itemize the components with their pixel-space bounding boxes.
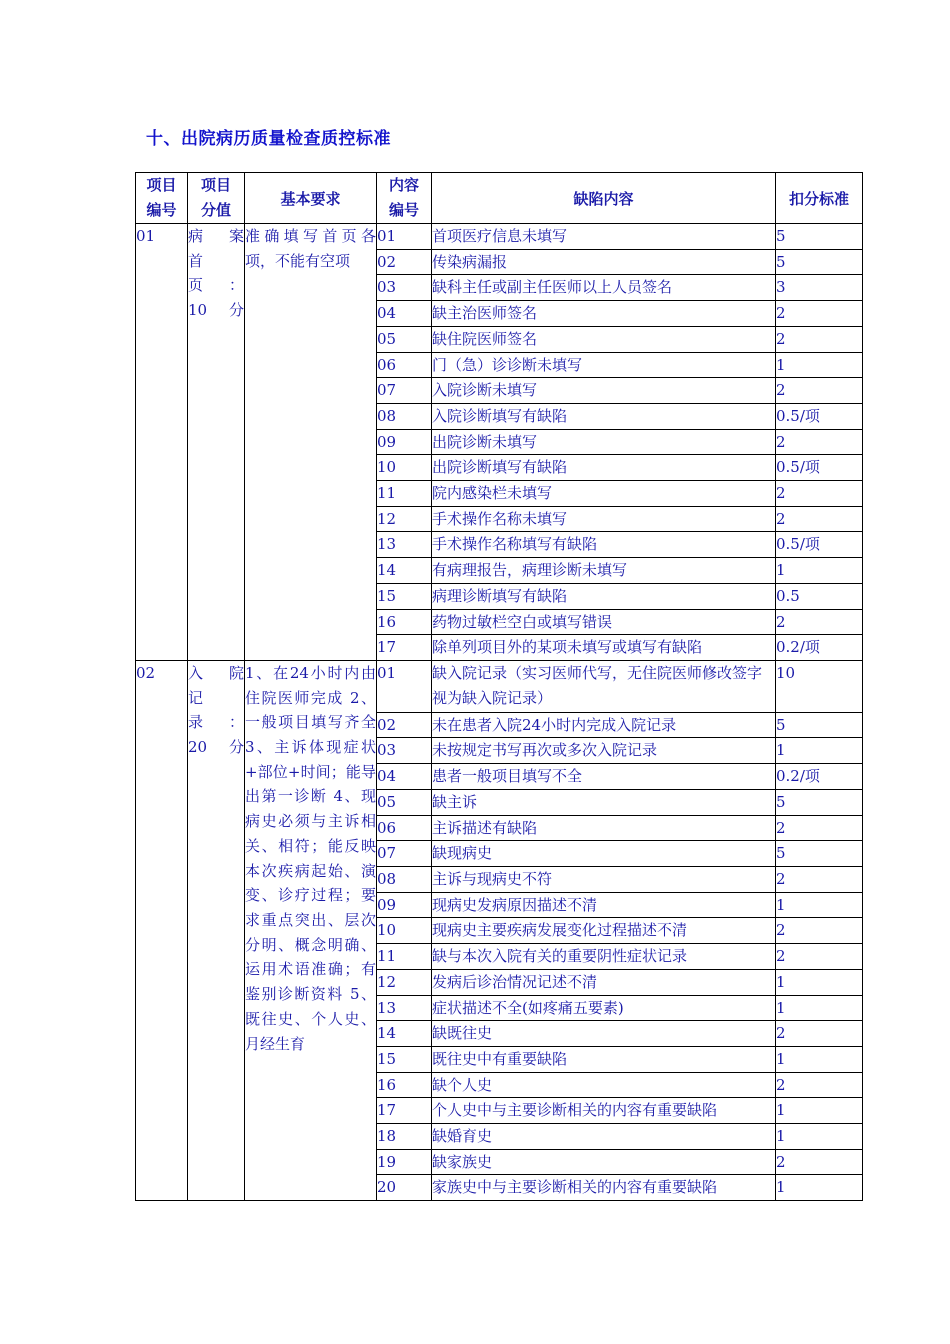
defect-description: 缺主诉 bbox=[432, 789, 776, 815]
defect-description: 出院诊断未填写 bbox=[432, 429, 776, 455]
content-no: 14 bbox=[377, 558, 432, 584]
defect-description: 既往史中有重要缺陷 bbox=[432, 1046, 776, 1072]
section-score-line: 病案 bbox=[188, 227, 244, 245]
defect-description: 除单列项目外的某项未填写或填写有缺陷 bbox=[432, 635, 776, 661]
defect-description: 传染病漏报 bbox=[432, 249, 776, 275]
defect-description: 缺主治医师签名 bbox=[432, 301, 776, 327]
deduction-value: 0.5 bbox=[776, 583, 863, 609]
deduction-value: 10 bbox=[776, 660, 863, 712]
deduction-value: 2 bbox=[776, 506, 863, 532]
defect-description: 现病史发病原因描述不清 bbox=[432, 892, 776, 918]
deduction-value: 2 bbox=[776, 918, 863, 944]
defect-description: 出院诊断填写有缺陷 bbox=[432, 455, 776, 481]
content-no: 03 bbox=[377, 738, 432, 764]
defect-description: 入院诊断未填写 bbox=[432, 378, 776, 404]
header-content-no: 内容 编号 bbox=[377, 173, 432, 224]
table-body bbox=[136, 224, 863, 1201]
content-no: 03 bbox=[377, 275, 432, 301]
defect-description: 缺入院记录（实习医师代写，无住院医师修改签字视为缺入院记录） bbox=[432, 660, 776, 712]
content-no: 17 bbox=[377, 1098, 432, 1124]
defect-description: 有病理报告，病理诊断未填写 bbox=[432, 558, 776, 584]
deduction-value: 3 bbox=[776, 275, 863, 301]
deduction-value: 0.5/项 bbox=[776, 403, 863, 429]
page-title: 十、出院病历质量检查质控标准 bbox=[146, 129, 391, 149]
quality-standard-table bbox=[135, 172, 863, 1201]
content-no: 01 bbox=[377, 660, 432, 712]
content-no: 01 bbox=[377, 224, 432, 250]
defect-description: 缺既往史 bbox=[432, 1021, 776, 1047]
defect-description: 缺家族史 bbox=[432, 1149, 776, 1175]
content-no: 15 bbox=[377, 1046, 432, 1072]
content-no: 16 bbox=[377, 609, 432, 635]
deduction-value: 0.5/项 bbox=[776, 532, 863, 558]
deduction-value: 2 bbox=[776, 429, 863, 455]
defect-description: 主诉描述有缺陷 bbox=[432, 815, 776, 841]
deduction-value: 5 bbox=[776, 249, 863, 275]
defect-description: 缺个人史 bbox=[432, 1072, 776, 1098]
content-no: 04 bbox=[377, 764, 432, 790]
deduction-value: 2 bbox=[776, 944, 863, 970]
deduction-value: 5 bbox=[776, 224, 863, 250]
content-no: 19 bbox=[377, 1149, 432, 1175]
defect-description: 症状描述不全(如疼痛五要素) bbox=[432, 995, 776, 1021]
deduction-value: 1 bbox=[776, 969, 863, 995]
section-score-line: 录： bbox=[188, 713, 244, 732]
content-no: 07 bbox=[377, 378, 432, 404]
content-no: 02 bbox=[377, 712, 432, 738]
content-no: 02 bbox=[377, 249, 432, 275]
deduction-value: 2 bbox=[776, 815, 863, 841]
section-score bbox=[188, 660, 245, 1200]
deduction-value: 0.2/项 bbox=[776, 764, 863, 790]
content-no: 12 bbox=[377, 969, 432, 995]
deduction-value: 2 bbox=[776, 326, 863, 352]
deduction-value: 1 bbox=[776, 558, 863, 584]
deduction-value: 1 bbox=[776, 995, 863, 1021]
section-id: 02 bbox=[136, 660, 188, 1200]
deduction-value: 5 bbox=[776, 789, 863, 815]
content-no: 08 bbox=[377, 866, 432, 892]
section-score-line: 入院 bbox=[188, 663, 244, 682]
deduction-value: 2 bbox=[776, 378, 863, 404]
requirement-text: 准确填写首页各项，不能有空项 bbox=[245, 227, 376, 270]
header-requirement: 基本要求 bbox=[245, 173, 377, 224]
content-no: 14 bbox=[377, 1021, 432, 1047]
content-no: 05 bbox=[377, 326, 432, 352]
deduction-value: 2 bbox=[776, 1072, 863, 1098]
deduction-value: 5 bbox=[776, 712, 863, 738]
deduction-value: 2 bbox=[776, 866, 863, 892]
content-no: 20 bbox=[377, 1175, 432, 1201]
content-no: 05 bbox=[377, 789, 432, 815]
section-score-line: 20分 bbox=[188, 738, 244, 757]
content-no: 09 bbox=[377, 892, 432, 918]
section-id: 01 bbox=[136, 224, 188, 661]
deduction-value: 1 bbox=[776, 1124, 863, 1150]
deduction-value: 1 bbox=[776, 1098, 863, 1124]
defect-description: 现病史主要疾病发展变化过程描述不清 bbox=[432, 918, 776, 944]
section-requirement bbox=[245, 660, 377, 1200]
defect-description: 家族史中与主要诊断相关的内容有重要缺陷 bbox=[432, 1175, 776, 1201]
defect-description: 主诉与现病史不符 bbox=[432, 866, 776, 892]
content-no: 06 bbox=[377, 352, 432, 378]
defect-description: 个人史中与主要诊断相关的内容有重要缺陷 bbox=[432, 1098, 776, 1124]
defect-description: 手术操作名称填写有缺陷 bbox=[432, 532, 776, 558]
content-no: 08 bbox=[377, 403, 432, 429]
content-no: 09 bbox=[377, 429, 432, 455]
content-no: 16 bbox=[377, 1072, 432, 1098]
deduction-value: 0.2/项 bbox=[776, 635, 863, 661]
defect-description: 手术操作名称未填写 bbox=[432, 506, 776, 532]
deduction-value: 2 bbox=[776, 481, 863, 507]
content-no: 11 bbox=[377, 481, 432, 507]
deduction-value: 2 bbox=[776, 1149, 863, 1175]
defect-description: 患者一般项目填写不全 bbox=[432, 764, 776, 790]
defect-description: 首项医疗信息未填写 bbox=[432, 224, 776, 250]
deduction-value: 1 bbox=[776, 738, 863, 764]
section-score bbox=[188, 224, 245, 661]
content-no: 12 bbox=[377, 506, 432, 532]
header-deduction: 扣分标准 bbox=[776, 173, 863, 224]
header-item-score: 项目 分值 bbox=[188, 173, 245, 224]
section-requirement bbox=[245, 224, 377, 661]
table-header-row bbox=[136, 173, 863, 224]
defect-description: 发病后诊治情况记述不清 bbox=[432, 969, 776, 995]
section-score-line: 首 bbox=[188, 251, 204, 270]
defect-description: 缺住院医师签名 bbox=[432, 326, 776, 352]
content-no: 15 bbox=[377, 583, 432, 609]
content-no: 06 bbox=[377, 815, 432, 841]
defect-description: 病理诊断填写有缺陷 bbox=[432, 583, 776, 609]
table-row bbox=[136, 224, 863, 250]
content-no: 17 bbox=[377, 635, 432, 661]
content-no: 13 bbox=[377, 532, 432, 558]
defect-description: 院内感染栏未填写 bbox=[432, 481, 776, 507]
defect-description: 缺科主任或副主任医师以上人员签名 bbox=[432, 275, 776, 301]
deduction-value: 2 bbox=[776, 609, 863, 635]
defect-description: 缺现病史 bbox=[432, 841, 776, 867]
deduction-value: 0.5/项 bbox=[776, 455, 863, 481]
content-no: 07 bbox=[377, 841, 432, 867]
table-row bbox=[136, 660, 863, 712]
deduction-value: 1 bbox=[776, 1175, 863, 1201]
content-no: 11 bbox=[377, 944, 432, 970]
content-no: 04 bbox=[377, 301, 432, 327]
content-no: 10 bbox=[377, 455, 432, 481]
deduction-value: 1 bbox=[776, 892, 863, 918]
deduction-value: 1 bbox=[776, 1046, 863, 1072]
defect-description: 门（急）诊诊断未填写 bbox=[432, 352, 776, 378]
section-score-line: 10分 bbox=[188, 301, 244, 320]
deduction-value: 5 bbox=[776, 841, 863, 867]
deduction-value: 2 bbox=[776, 1021, 863, 1047]
defect-description: 未按规定书写再次或多次入院记录 bbox=[432, 738, 776, 764]
content-no: 18 bbox=[377, 1124, 432, 1150]
defect-description: 未在患者入院24小时内完成入院记录 bbox=[432, 712, 776, 738]
content-no: 13 bbox=[377, 995, 432, 1021]
section-score-line: 页： bbox=[188, 276, 244, 295]
deduction-value: 2 bbox=[776, 301, 863, 327]
defect-description: 缺与本次入院有关的重要阴性症状记录 bbox=[432, 944, 776, 970]
defect-description: 药物过敏栏空白或填写错误 bbox=[432, 609, 776, 635]
content-no: 10 bbox=[377, 918, 432, 944]
deduction-value: 1 bbox=[776, 352, 863, 378]
section-score-line: 记 bbox=[188, 688, 204, 707]
defect-description: 入院诊断填写有缺陷 bbox=[432, 403, 776, 429]
header-item-no: 项目 编号 bbox=[136, 173, 188, 224]
requirement-text: 1、在24小时内由住院医师完成 2、一般项目填写齐全 3、主诉体现症状+部位+时间；能导出第一诊断 4、现病史必须与主诉相关、相符；能反映本次疾病起始、演变、诊疗过程；要求重点突出、层次分明、概念明确、运用术语准确；有鉴别诊断资料 5、既往史、个人史、月经生育 bbox=[245, 663, 376, 1053]
header-defect: 缺陷内容 bbox=[432, 173, 776, 224]
defect-description: 缺婚育史 bbox=[432, 1124, 776, 1150]
